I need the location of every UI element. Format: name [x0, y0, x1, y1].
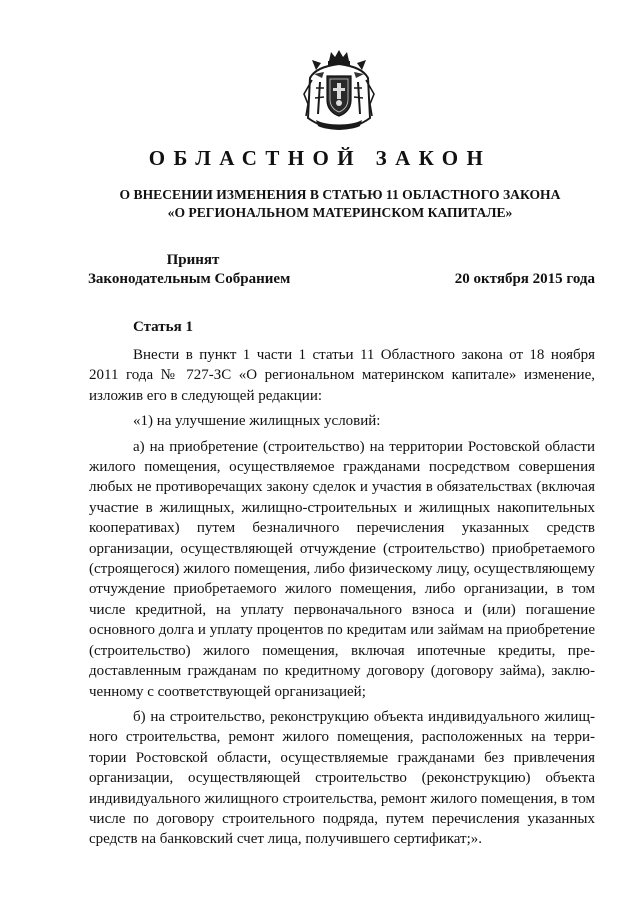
- law-subtitle-line-1: О ВНЕСЕНИИ ИЗМЕНЕНИЯ В СТАТЬЮ 11 ОБЛАСТНОГО ЗАКОНА: [119, 187, 561, 202]
- article-paragraph-intro: Внести в пункт 1 части 1 статьи 11 Областного закона от 18 ноября 2011 года № 727-ЗС «О региональном материнском капитале» изменение, изложив его в следующей редакции:: [89, 347, 595, 404]
- article-paragraph-item-1: «1) на улучшение жилищных условий:: [133, 413, 381, 430]
- adopted-label: Принят: [166, 252, 220, 268]
- adoption-date: 20 октября 2015 года: [454, 271, 595, 287]
- law-subtitle: [110, 186, 570, 222]
- law-title: ОБЛАСТНОЙ ЗАКОН: [148, 146, 492, 170]
- adoption-row: [88, 270, 595, 289]
- adopting-body: Законодательным Собранием: [88, 271, 291, 287]
- adoption-block: [88, 251, 595, 289]
- article-heading: Статья 1: [133, 319, 193, 335]
- law-subtitle-line-2: «О РЕГИОНАЛЬНОМ МАТЕРИНСКОМ КАПИТАЛЕ»: [167, 205, 513, 220]
- coat-of-arms-icon: [294, 48, 384, 132]
- article-paragraph-subitem-b: б) на строительство, реконструкцию объекта индивидуального жилищного строительства, ремонт жилого помещения, расположенных на территории Ростовской области, осуществляемые гражданами без привлечения организации, осуществляющей строительство (реконструкцию) объекта индивидуального жилищного строительства, ремонт жилого помещения, в том числе по договору строительного подряда, путем перечисления указанных средств на банковский счет лица, получившего сертификат;».: [89, 708, 595, 848]
- article-paragraph-subitem-a: а) на приобретение (строительство) на территории Ростовской области жилого помещения, осуществляемое гражданами посредством совершения любых не противоречащих закону сделок и участия в обязательствах (включая участие в жилищных, жилищно-строительных и жилищных накопительных кооперативах) путем безналичного перечисления указанных средств организации, осуществляющей отчуждение (строительство) приобретаемого (строящегося) жилого помещения, либо физическому лицу, осуществляющему отчуждение приобретаемого жилого помещения, либо организации, в том числе кредитной, на уплату первоначального взноса и (или) погашение основного долга и уплату процентов по кредитам или займам на приобретение (строительство) жилого помещения, включая ипотечные кредиты, предоставленным гражданам по кредитному договору (договору займа), заключенному с соответствующей организацией;: [89, 438, 595, 700]
- article-body: [89, 345, 595, 855]
